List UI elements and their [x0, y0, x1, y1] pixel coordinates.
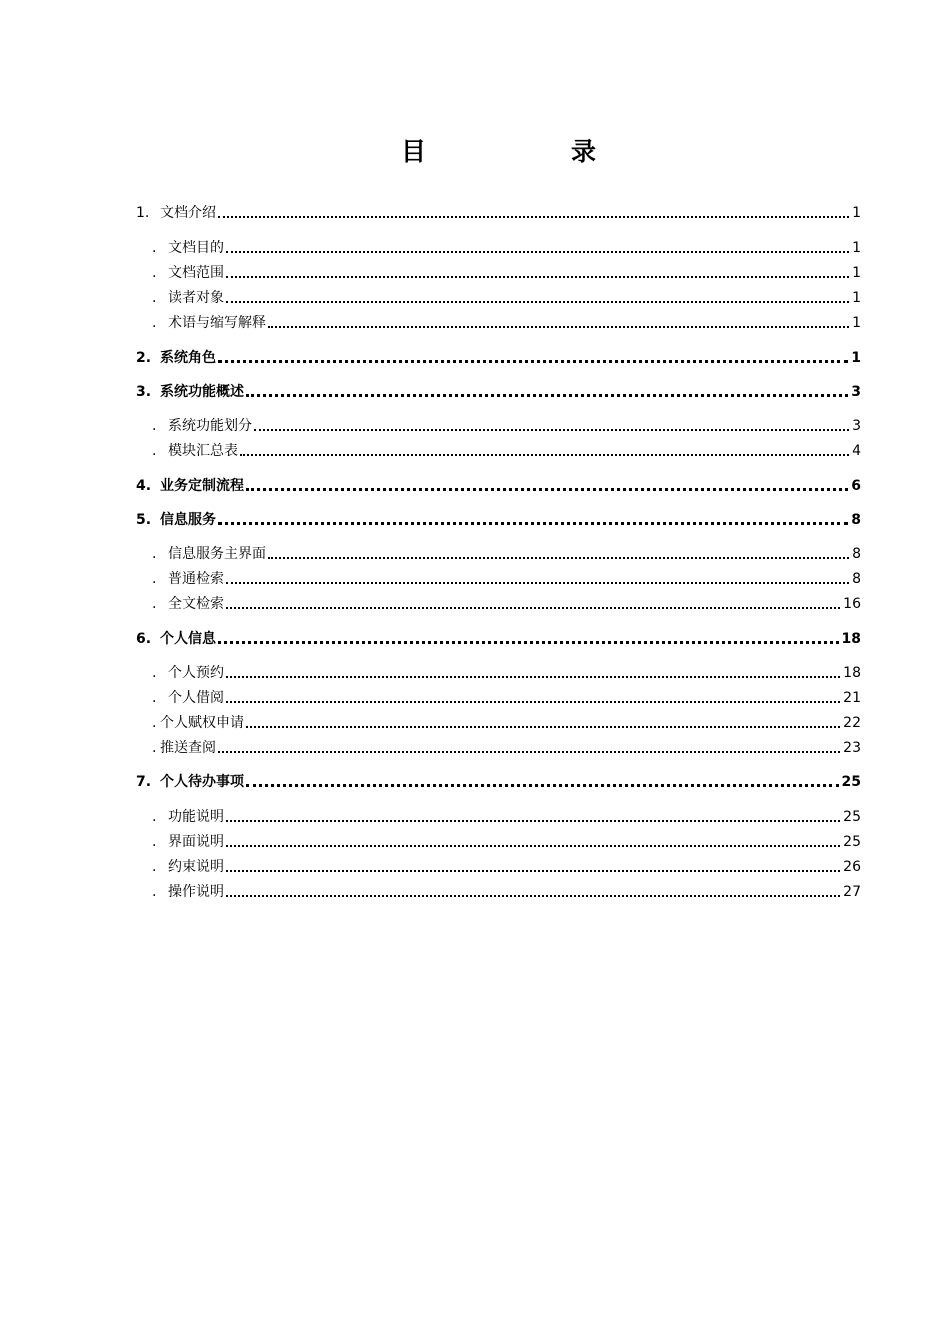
toc-entry-number: . [152, 240, 157, 256]
toc-entry-number: . [152, 834, 157, 850]
toc-entry[interactable] [136, 829, 861, 851]
toc-entry-number: 4. [136, 478, 152, 494]
toc-dot-leader [218, 520, 848, 525]
toc-entry-label: 文档范围 [168, 265, 224, 281]
toc-entry-page-number: 23 [843, 740, 861, 756]
toc-entry-number: . [152, 546, 157, 562]
toc-entry-page-number: 27 [843, 884, 861, 900]
toc-entry-label: 个人待办事项 [160, 774, 244, 790]
toc-entry-label: 个人借阅 [168, 690, 224, 706]
toc-entry-label: 模块汇总表 [168, 443, 238, 459]
toc-entry-number: . [152, 596, 157, 612]
toc-entry-number: . [152, 665, 157, 681]
toc-dot-leader [246, 486, 848, 491]
toc-entry[interactable] [136, 591, 861, 613]
toc-entry-page-number: 25 [841, 774, 861, 790]
toc-entry-page-number: 8 [851, 512, 861, 528]
toc-dot-leader [226, 699, 840, 703]
toc-entry-page-number: 16 [843, 596, 861, 612]
toc-entry-number: 3. [136, 384, 152, 400]
toc-dot-leader [240, 452, 849, 456]
toc-entry-number: . [152, 884, 157, 900]
toc-entry-page-number: 6 [851, 478, 861, 494]
toc-entry[interactable] [136, 685, 861, 707]
toc-entry[interactable] [136, 566, 861, 588]
toc-entry-label: 术语与缩写解释 [168, 315, 266, 331]
toc-entry-page-number: 3 [851, 384, 861, 400]
toc-entry[interactable] [136, 235, 861, 257]
toc-entry[interactable] [136, 879, 861, 901]
toc-entry-number: . [152, 265, 157, 281]
toc-entry-number: . [152, 715, 157, 731]
toc-entry-label: 信息服务 [160, 512, 216, 528]
toc-entry-page-number: 18 [843, 665, 861, 681]
toc-entry-number: . [152, 809, 157, 825]
toc-entry-label: 个人预约 [168, 665, 224, 681]
toc-entry-label: 操作说明 [168, 884, 224, 900]
toc-entry-page-number: 1 [852, 205, 861, 221]
toc-entry[interactable] [136, 804, 861, 826]
toc-entry[interactable] [136, 735, 861, 757]
toc-entry-label: 系统功能划分 [168, 418, 252, 434]
toc-title-char-1: 目 [401, 137, 427, 166]
toc-entry-label: 读者对象 [168, 290, 224, 306]
toc-entry-number: . [152, 690, 157, 706]
toc-entry[interactable] [136, 541, 861, 563]
toc-dot-leader [226, 843, 840, 847]
toc-entry-page-number: 1 [852, 240, 861, 256]
toc-entry-page-number: 1 [852, 290, 861, 306]
toc-entry-page-number: 25 [843, 834, 861, 850]
toc-entry-label: 界面说明 [168, 834, 224, 850]
toc-dot-leader [226, 580, 849, 584]
toc-entry-number: . [152, 859, 157, 875]
toc-entry[interactable] [136, 473, 861, 495]
toc-entry-label: 功能说明 [168, 809, 224, 825]
toc-entry-page-number: 8 [852, 571, 861, 587]
toc-entry[interactable] [136, 200, 861, 222]
toc-dot-leader [254, 427, 849, 431]
toc-dot-leader [246, 782, 839, 787]
toc-entry-label: 业务定制流程 [160, 478, 244, 494]
toc-entry-label: 系统角色 [160, 350, 216, 366]
toc-dot-leader [268, 555, 849, 559]
toc-dot-leader [218, 214, 849, 218]
toc-entry-number: . [152, 740, 157, 756]
toc-entry-page-number: 1 [852, 315, 861, 331]
toc-dot-leader [226, 868, 840, 872]
toc-entry[interactable] [136, 710, 861, 732]
toc-entry-page-number: 3 [852, 418, 861, 434]
toc-dot-leader [268, 324, 849, 328]
toc-entry[interactable] [136, 413, 861, 435]
toc-entry-label: 推送查阅 [160, 740, 216, 756]
toc-entry-page-number: 1 [852, 265, 861, 281]
toc-entry-page-number: 21 [843, 690, 861, 706]
toc-entry[interactable] [136, 260, 861, 282]
toc-entry-number: . [152, 290, 157, 306]
toc-dot-leader [246, 392, 848, 397]
toc-entry-label: 个人信息 [160, 631, 216, 647]
toc-entry[interactable] [136, 345, 861, 367]
toc-entry-number: 1. [136, 205, 150, 221]
toc-dot-leader [226, 299, 849, 303]
toc-entry-label: 普通检索 [168, 571, 224, 587]
toc-entry-page-number: 25 [843, 809, 861, 825]
toc-entry[interactable] [136, 507, 861, 529]
toc-dot-leader [218, 639, 839, 644]
toc-entry[interactable] [136, 379, 861, 401]
toc-entry[interactable] [136, 626, 861, 648]
toc-dot-leader [218, 749, 840, 753]
toc-dot-leader [226, 249, 849, 253]
toc-dot-leader [226, 818, 840, 822]
toc-entry-number: 7. [136, 774, 152, 790]
toc-entry[interactable] [136, 769, 861, 791]
toc-entry[interactable] [136, 310, 861, 332]
toc-entry-page-number: 4 [852, 443, 861, 459]
toc-entry-number: . [152, 315, 157, 331]
toc-entry-label: 约束说明 [168, 859, 224, 875]
toc-dot-leader [226, 274, 849, 278]
toc-entry-page-number: 8 [852, 546, 861, 562]
toc-entry[interactable] [136, 285, 861, 307]
toc-entry-number: . [152, 418, 157, 434]
toc-entry-label: 文档介绍 [160, 205, 216, 221]
toc-entry-page-number: 18 [841, 631, 861, 647]
toc-entry[interactable] [136, 854, 861, 876]
toc-dot-leader [246, 724, 840, 728]
toc-entry-label: 个人赋权申请 [160, 715, 244, 731]
toc-entry-page-number: 26 [843, 859, 861, 875]
toc-entry[interactable] [136, 438, 861, 460]
toc-entry-number: 5. [136, 512, 152, 528]
toc-dot-leader [226, 605, 840, 609]
toc-entry-page-number: 22 [843, 715, 861, 731]
toc-entry-number: . [152, 443, 157, 459]
toc-entry[interactable] [136, 660, 861, 682]
toc-entry-number: . [152, 571, 157, 587]
toc-title [0, 132, 950, 168]
toc-entry-label: 信息服务主界面 [168, 546, 266, 562]
toc-entry-number: 6. [136, 631, 152, 647]
toc-entry-label: 系统功能概述 [160, 384, 244, 400]
toc-dot-leader [226, 674, 840, 678]
toc-dot-leader [226, 893, 840, 897]
toc-entry-page-number: 1 [851, 350, 861, 366]
toc-entry-label: 全文检索 [168, 596, 224, 612]
toc-dot-leader [218, 358, 848, 363]
toc-entry-number: 2. [136, 350, 152, 366]
toc-title-char-2: 录 [571, 137, 597, 166]
toc-entry-label: 文档目的 [168, 240, 224, 256]
